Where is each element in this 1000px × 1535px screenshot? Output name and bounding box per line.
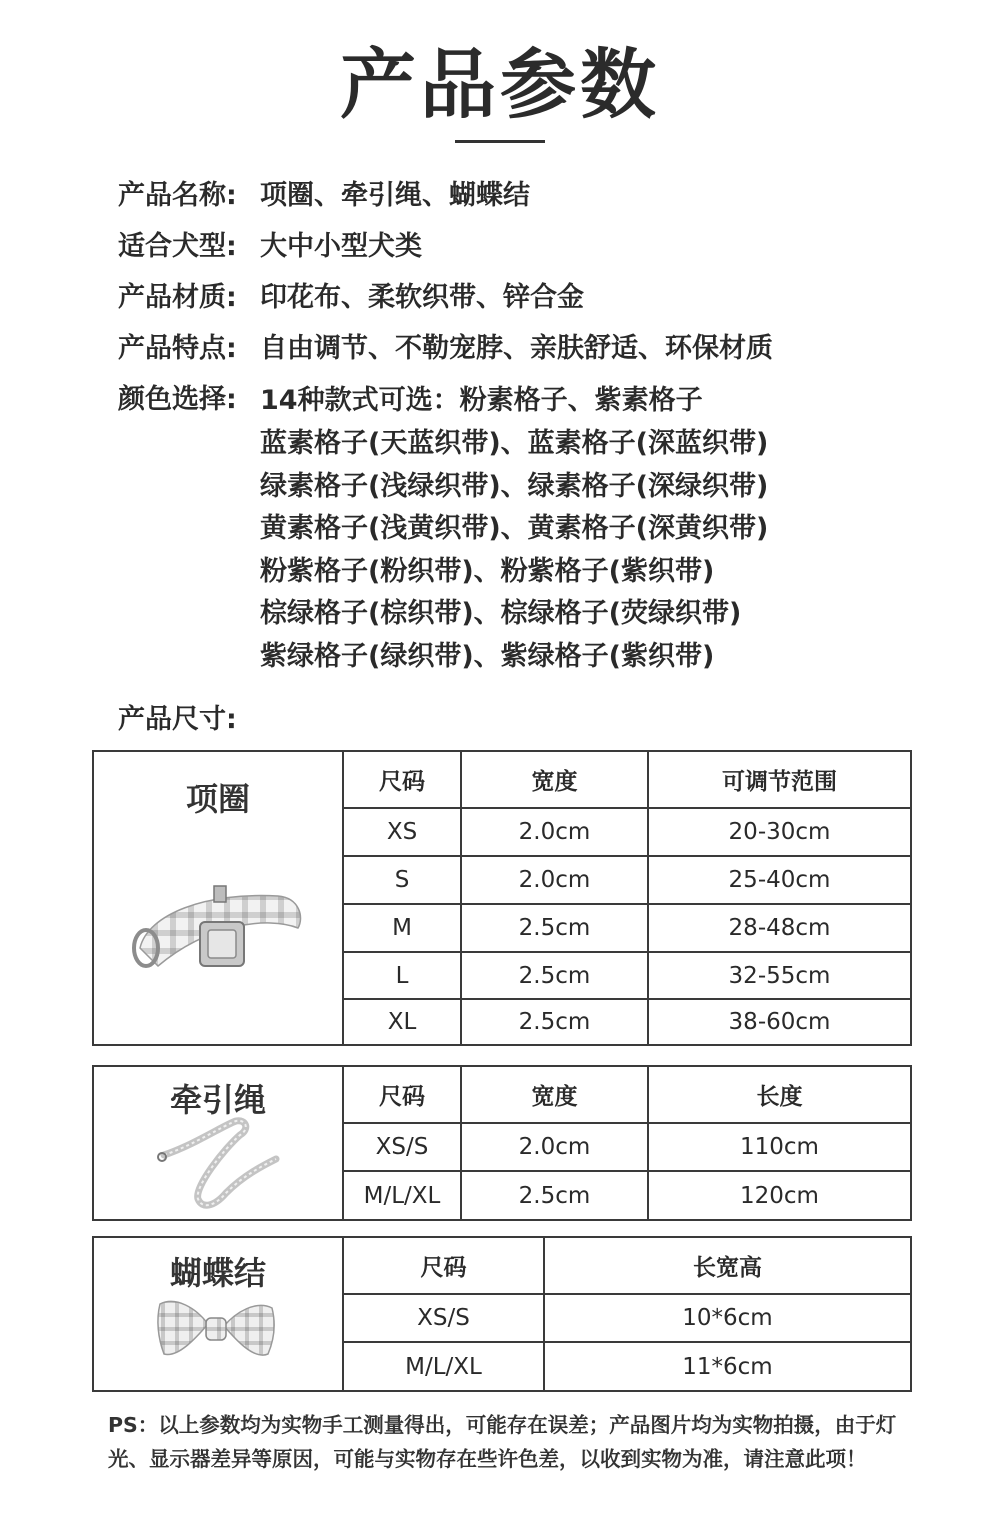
- table-header-row: [344, 752, 910, 809]
- spec-label: 适合犬型:: [118, 231, 237, 262]
- collar-grid: [344, 752, 910, 1044]
- leash-grid: [344, 1067, 910, 1219]
- leash-size-table: [92, 1065, 912, 1221]
- size-cell: XS: [344, 809, 462, 855]
- color-line: 绿素格子(浅绿织带)、绿素格子(深绿织带): [260, 470, 769, 502]
- header-cell-width: 宽度: [462, 752, 649, 807]
- width-cell: 2.0cm: [462, 857, 649, 903]
- spec-label: 产品材质:: [118, 282, 237, 313]
- ps-note: PS：以上参数均为实物手工测量得出，可能存在误差；产品图片均为实物拍摄，由于灯光、显示器差异等原因，可能与实物存在些许色差，以收到实物为准，请注意此项！: [108, 1413, 897, 1471]
- range-cell: 38-60cm: [728, 1009, 831, 1035]
- color-line: 紫绿格子(绿织带)、紫绿格子(紫织带): [260, 640, 715, 672]
- bowtie-name: 蝴蝶结: [169, 1254, 266, 1292]
- header-cell-size: 尺码: [344, 1238, 545, 1293]
- width-cell: 2.0cm: [462, 1124, 649, 1170]
- color-options: [260, 374, 978, 678]
- collar-cell: [94, 752, 344, 1044]
- table-row: [344, 1295, 910, 1343]
- width-cell: 2.0cm: [462, 809, 649, 855]
- range-cell: 20-30cm: [728, 819, 831, 845]
- dimensions-cell: 10*6cm: [682, 1305, 773, 1331]
- bowtie-size-table: [92, 1236, 912, 1392]
- header-cell-length: 长度: [756, 1084, 803, 1110]
- size-cell: M/L/XL: [344, 1343, 545, 1390]
- spec-value: 自由调节、不勒宠脖、亲肤舒适、环保材质: [260, 333, 773, 364]
- length-cell: 120cm: [740, 1182, 819, 1209]
- collar-size-table: [92, 750, 912, 1046]
- bowtie-grid: [344, 1238, 910, 1390]
- spec-list: [118, 170, 978, 678]
- spec-row-colors: [118, 374, 978, 678]
- size-cell: S: [344, 857, 462, 903]
- width-cell: 2.5cm: [462, 1172, 649, 1219]
- table-header-row: [344, 1238, 910, 1295]
- color-line: 粉紫格子(粉织带)、粉紫格子(紫织带): [260, 555, 715, 587]
- range-cell: 28-48cm: [728, 915, 831, 941]
- size-heading: 产品尺寸:: [118, 704, 237, 735]
- color-line: 黄素格子(浅黄织带)、黄素格子(深黄织带): [260, 513, 769, 544]
- title-divider: [455, 140, 545, 143]
- header-cell-size: 尺码: [344, 1067, 462, 1122]
- table-row: [344, 857, 910, 905]
- bowtie-image: [156, 1294, 276, 1368]
- length-cell: 110cm: [740, 1134, 819, 1160]
- spec-label: 颜色选择:: [118, 384, 237, 415]
- color-line: 14种款式可选：粉素格子、紫素格子: [260, 385, 703, 416]
- spec-value: 项圈、牵引绳、蝴蝶结: [260, 180, 530, 211]
- table-row: [344, 1343, 910, 1390]
- page-title: 产品参数: [340, 40, 660, 129]
- width-cell: 2.5cm: [462, 953, 649, 998]
- collar-image: [128, 870, 308, 980]
- header-cell-width: 宽度: [462, 1067, 649, 1122]
- color-line: 蓝素格子(天蓝织带)、蓝素格子(深蓝织带): [260, 428, 769, 459]
- size-cell: XL: [344, 1000, 462, 1044]
- leash-image: [154, 1115, 284, 1211]
- collar-name: 项圈: [185, 780, 250, 818]
- size-cell: L: [344, 953, 462, 998]
- table-row: [344, 1000, 910, 1044]
- spec-value: 大中小型犬类: [260, 231, 422, 262]
- size-cell: M: [344, 905, 462, 951]
- header-cell-size: 尺码: [344, 752, 462, 807]
- leash-cell: [94, 1067, 344, 1219]
- width-cell: 2.5cm: [462, 1000, 649, 1044]
- spec-label: 产品名称:: [118, 180, 237, 211]
- table-header-row: [344, 1067, 910, 1124]
- table-row: [344, 809, 910, 857]
- header-cell-range: 可调节范围: [722, 769, 837, 795]
- spec-row-material: [118, 272, 978, 323]
- size-cell: M/L/XL: [344, 1172, 462, 1219]
- leash-name: 牵引绳: [169, 1081, 266, 1119]
- size-cell: XS/S: [344, 1124, 462, 1170]
- color-line: 棕绿格子(棕织带)、棕绿格子(荧绿织带): [260, 598, 742, 629]
- table-row: [344, 1172, 910, 1219]
- range-cell: 25-40cm: [728, 867, 831, 893]
- size-cell: XS/S: [344, 1295, 545, 1341]
- spec-label: 产品特点:: [118, 333, 237, 364]
- spec-row-name: [118, 170, 978, 221]
- bowtie-cell: [94, 1238, 344, 1390]
- header-cell-dimensions: 长宽高: [693, 1255, 762, 1281]
- table-row: [344, 953, 910, 1000]
- range-cell: 32-55cm: [728, 962, 831, 989]
- table-row: [344, 905, 910, 953]
- dimensions-cell: 11*6cm: [682, 1353, 773, 1380]
- spec-value: 印花布、柔软织带、锌合金: [260, 282, 584, 313]
- table-row: [344, 1124, 910, 1172]
- spec-row-dog-type: [118, 221, 978, 272]
- width-cell: 2.5cm: [462, 905, 649, 951]
- spec-row-features: [118, 323, 978, 374]
